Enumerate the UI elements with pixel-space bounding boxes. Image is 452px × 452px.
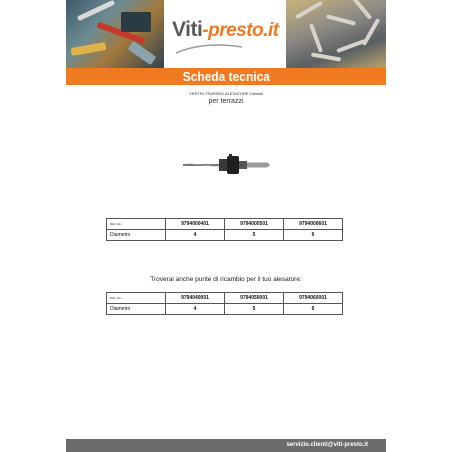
product-name: VERTRI-TRAPANO ALESATORE Utensili [189, 91, 263, 96]
diameter-label: Diametro [107, 230, 166, 241]
diameter-value: 5 [225, 230, 284, 241]
support-email-link[interactable]: servizio.clienti@viti-presto.it [286, 442, 368, 448]
table-row [107, 293, 343, 304]
diameter-label: Diametro [107, 304, 166, 315]
spec-table [106, 218, 343, 241]
screws-photo [286, 0, 386, 68]
diameter-value: 6 [284, 304, 343, 315]
table-row [107, 219, 343, 230]
product-code: 9794060001 [284, 293, 343, 304]
spare-parts-note: Troverai anche punte di ricambio per il tuo alesatore: [150, 276, 302, 283]
logo-area [164, 0, 286, 68]
table-row [107, 304, 343, 315]
header-banner [66, 0, 386, 68]
footer-bar [66, 439, 386, 452]
tools-photo [66, 0, 164, 68]
product-code: 9794000501 [225, 219, 284, 230]
document-page [66, 0, 386, 452]
diameter-value: 4 [166, 230, 225, 241]
diameter-value: 4 [166, 304, 225, 315]
diameter-value: 6 [284, 230, 343, 241]
ref-label: REF. EU [107, 219, 166, 230]
logo-swoosh [174, 43, 244, 55]
product-code: 9794000601 [284, 219, 343, 230]
table-row [107, 230, 343, 241]
brand-logo[interactable]: Viti-presto.it [172, 18, 279, 41]
title-bar [66, 68, 386, 85]
product-subtitle: per terrazzi [208, 98, 244, 105]
spare-table [106, 292, 343, 315]
page-title: Scheda tecnica [182, 69, 270, 84]
product-code: 9794040001 [166, 293, 225, 304]
product-code: 9794000401 [166, 219, 225, 230]
product-code: 9794050001 [225, 293, 284, 304]
diameter-value: 5 [225, 304, 284, 315]
ref-label: REF. EU [107, 293, 166, 304]
drill-bit-image [181, 150, 271, 180]
